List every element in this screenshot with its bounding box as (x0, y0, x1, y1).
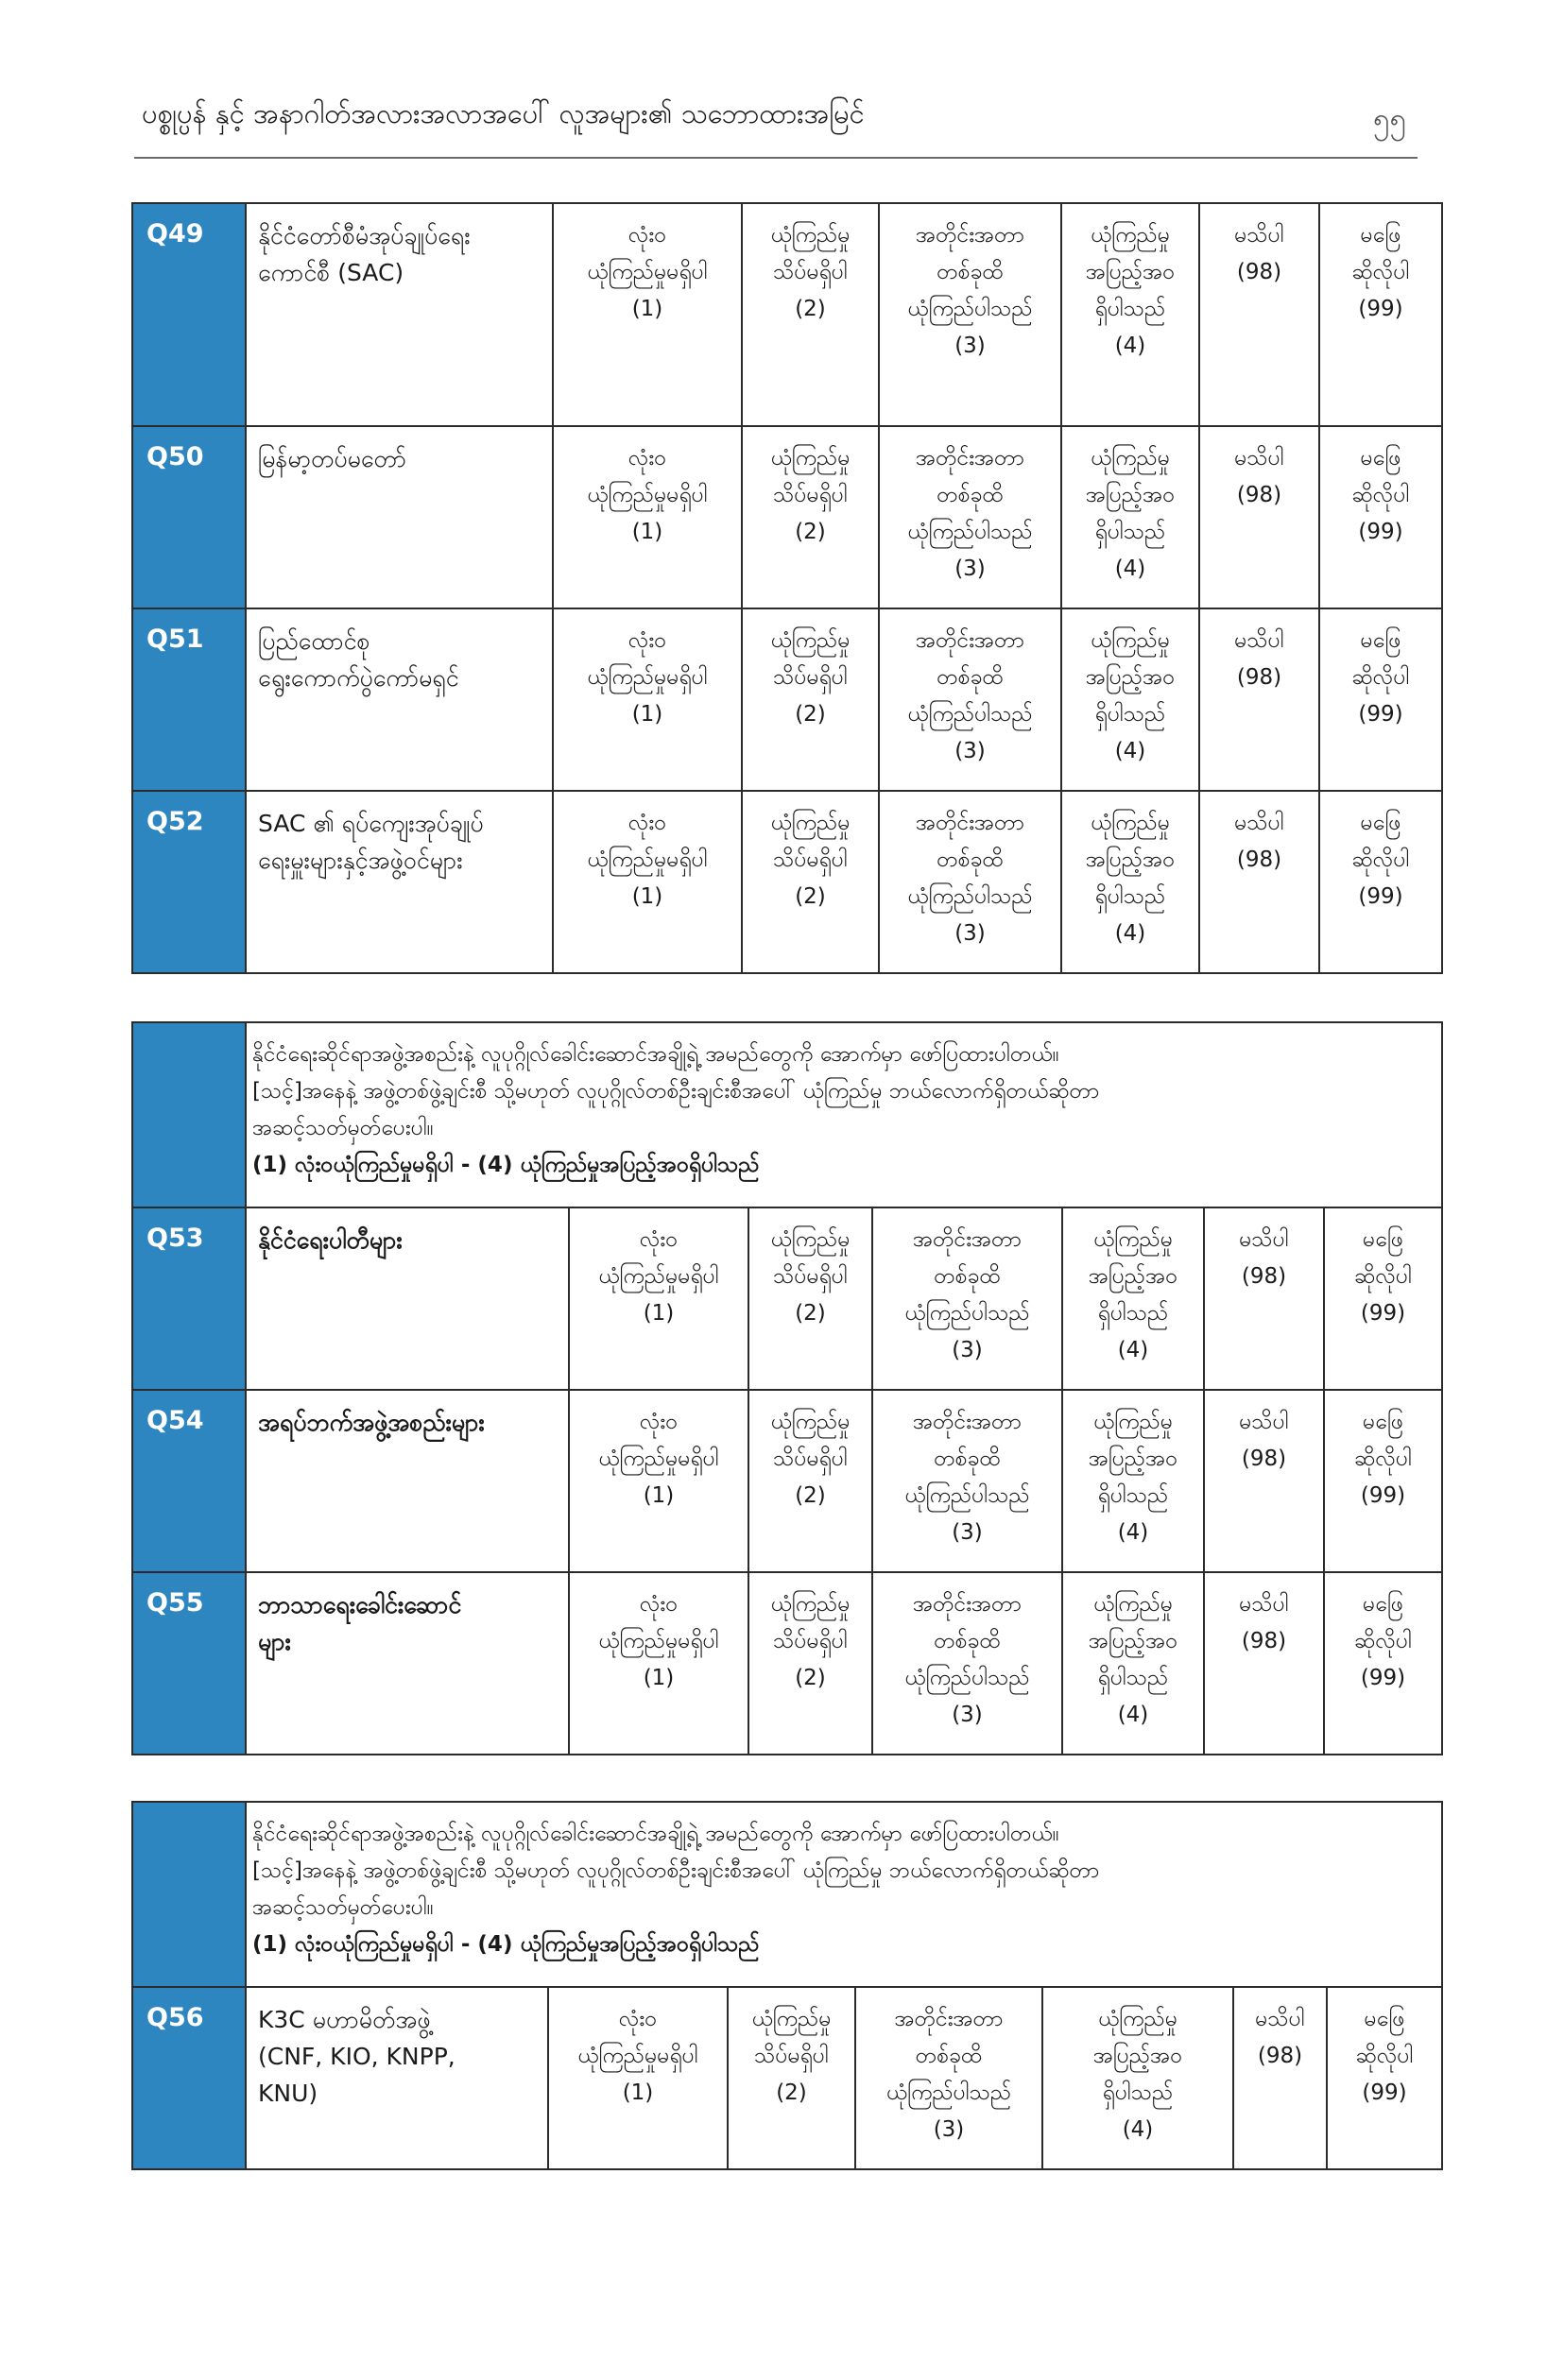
response-option-line: (4) (1117, 1703, 1149, 1727)
response-option-line: (4) (1114, 739, 1146, 763)
response-option-o2[interactable] (728, 1987, 855, 2169)
response-option-line: (99) (1358, 297, 1403, 321)
response-option-o4[interactable] (1061, 608, 1199, 791)
response-option-line: (99) (1360, 1666, 1406, 1690)
question-id: Q55 (132, 1572, 246, 1755)
instruction-scale: (1) လုံးဝယုံကြည်မှုမရှိပါ - (4) ယုံကြည်မှုအပြည့်အဝရှိပါသည် (252, 1932, 760, 1957)
response-option-line: ယုံကြည်မှု (1092, 1592, 1174, 1617)
question-row (132, 1390, 1442, 1572)
question-text-line: SAC ၏ ရပ်ကျေးအုပ်ချုပ် (258, 810, 484, 837)
response-option-line: (1) (643, 1301, 675, 1326)
question-text-line: ဘာသာရေးခေါင်းဆောင် (258, 1591, 462, 1618)
response-option-line: ယုံကြည်မှုမရှိပါ (587, 665, 708, 690)
response-option-o3[interactable] (872, 1207, 1062, 1390)
response-option-line: ယုံကြည်မှု (1092, 1227, 1174, 1252)
response-option-line: ယုံကြည်မှုမရှိပါ (598, 1447, 719, 1471)
question-table-3 (131, 1801, 1443, 2170)
question-text-line: နိုင်ငံတော်စီမံအုပ်ချုပ်ရေး (258, 222, 471, 249)
response-option-line: တစ်ခုထိ (937, 665, 1004, 690)
response-option-line: မသိပါ (1239, 1410, 1289, 1434)
response-option-line: (99) (1358, 702, 1403, 727)
response-option-line: လုံးဝ (627, 223, 667, 248)
question-text-line: အရပ်ဘက်အဖွဲ့အစည်းများ (258, 1409, 485, 1436)
response-option-line: (2) (795, 884, 826, 909)
response-option-o5[interactable] (1233, 1987, 1327, 2169)
response-option-line: ယုံကြည်မှု (770, 1227, 851, 1252)
response-option-line: ယုံကြည်မှု (751, 2007, 832, 2031)
response-option-o2[interactable] (748, 1390, 872, 1572)
question-text-line: မြန်မာ့တပ်မတော် (258, 445, 407, 472)
response-option-o6[interactable] (1324, 1572, 1442, 1755)
response-option-o3[interactable] (879, 791, 1061, 973)
question-text-line: များ (258, 1628, 291, 1655)
response-option-line: မသိပါ (1234, 446, 1284, 471)
response-option-o2[interactable] (742, 791, 879, 973)
response-option-line: ယုံကြည်မှုမရှိပါ (587, 848, 708, 872)
response-option-line: (2) (795, 1483, 826, 1508)
response-option-line: မဖြေ (1360, 223, 1401, 248)
response-option-line: မသိပါ (1255, 2007, 1305, 2031)
response-option-line: မဖြေ (1362, 1227, 1404, 1252)
instruction-block (246, 1802, 1442, 1987)
response-option-line: လုံးဝ (627, 446, 667, 471)
instruction-line: အဆင့်သတ်မှတ်ပေးပါ။ (252, 1116, 434, 1140)
response-option-o1[interactable] (553, 608, 742, 791)
response-option-line: ဆိုလိုပါ (1354, 1264, 1412, 1289)
response-option-line: (99) (1358, 520, 1403, 544)
question-text-line: K3C မဟာမိတ်အဖွဲ့ (258, 2006, 431, 2033)
response-option-line: (99) (1360, 1301, 1406, 1326)
response-option-line: အတိုင်းအတာ (915, 223, 1025, 248)
response-option-line: ဆိုလိုပါ (1351, 260, 1410, 284)
response-option-o5[interactable] (1199, 608, 1319, 791)
response-option-line: ယုံကြည်မှု (770, 446, 851, 471)
response-option-line: တစ်ခုထိ (934, 1264, 1001, 1289)
response-option-o6[interactable] (1319, 203, 1442, 426)
response-option-line: ရှိပါသည် (1094, 520, 1166, 544)
instruction-line: [သင့်]အနေနဲ့ အဖွဲ့တစ်ဖွဲ့ချင်းစီ သို့မဟုတ် လူပုဂ္ဂိုလ်တစ်ဦးချင်းစီအပေါ် ယုံကြည်မှု ဘယ်လောက်ရှိတယ်ဆိုတာ (252, 1079, 1100, 1104)
response-option-o2[interactable] (742, 426, 879, 608)
response-option-line: (4) (1114, 921, 1146, 946)
response-option-line: (3) (954, 556, 986, 581)
response-option-line: ယုံကြည်ပါသည် (904, 1666, 1030, 1690)
response-option-line: ယုံကြည်မှု (1090, 628, 1171, 653)
response-option-line: ဆိုလိုပါ (1351, 665, 1410, 690)
response-option-line: အပြည့်အဝ (1085, 483, 1176, 507)
response-option-line: ယုံကြည်ပါသည် (904, 1301, 1030, 1326)
response-option-line: (2) (795, 1666, 826, 1690)
response-option-line: (98) (1241, 1264, 1287, 1289)
response-option-line: ယုံကြည်မှု (1090, 446, 1171, 471)
response-option-line: တစ်ခုထိ (937, 260, 1004, 284)
response-option-o1[interactable] (553, 426, 742, 608)
response-option-line: ယုံကြည်ပါသည် (904, 1483, 1030, 1508)
response-option-line: (1) (622, 2080, 654, 2105)
response-option-o1[interactable] (569, 1572, 748, 1755)
question-table-2 (131, 1021, 1443, 1755)
response-option-line: အတိုင်းအတာ (894, 2007, 1004, 2031)
response-option-line: အတိုင်းအတာ (915, 811, 1025, 835)
response-option-line: ဆိုလိုပါ (1351, 483, 1410, 507)
question-id: Q50 (132, 426, 246, 608)
response-option-o4[interactable] (1062, 1390, 1204, 1572)
response-option-line: လုံးဝ (627, 811, 667, 835)
response-option-line: (3) (933, 2117, 965, 2142)
instruction-scale: (1) လုံးဝယုံကြည်မှုမရှိပါ - (4) ယုံကြည်မှုအပြည့်အဝရှိပါသည် (252, 1153, 760, 1177)
response-option-line: သိပ်မရှိပါ (754, 2044, 829, 2068)
response-option-o6[interactable] (1319, 426, 1442, 608)
instruction-line: အဆင့်သတ်မှတ်ပေးပါ။ (252, 1895, 434, 1920)
response-option-line: တစ်ခုထိ (937, 848, 1004, 872)
response-option-o6[interactable] (1324, 1390, 1442, 1572)
response-option-line: (1) (631, 520, 663, 544)
response-option-line: (98) (1236, 848, 1282, 872)
question-text-line: ရေးမှူးများနှင့်အဖွဲ့ဝင်များ (258, 847, 463, 874)
response-option-line: သိပ်မရှိပါ (773, 848, 848, 872)
instruction-line: နိုင်ငံရေးဆိုင်ရာအဖွဲ့အစည်းနဲ့ လူပုဂ္ဂိုလ်ခေါင်းဆောင်အချို့ရဲ့ အမည်တွေကို အောက်မှာ ဖော်ပြထားပါတယ်။ (252, 1822, 1059, 1846)
question-id-cell-blank (132, 1022, 246, 1207)
response-option-line: အပြည့်အဝ (1085, 260, 1176, 284)
response-option-line: သိပ်မရှိပါ (773, 1264, 848, 1289)
response-option-line: မသိပါ (1234, 811, 1284, 835)
response-option-line: တစ်ခုထိ (937, 483, 1004, 507)
response-option-line: တစ်ခုထိ (934, 1629, 1001, 1653)
response-option-line: လုံးဝ (627, 628, 667, 653)
page-header (134, 93, 1418, 159)
response-option-line: (98) (1236, 260, 1282, 284)
question-row (132, 203, 1442, 426)
response-option-o2[interactable] (748, 1572, 872, 1755)
response-option-line: (1) (631, 702, 663, 727)
response-option-line: (1) (631, 297, 663, 321)
response-option-o1[interactable] (569, 1207, 748, 1390)
response-option-o3[interactable] (879, 608, 1061, 791)
response-option-line: လုံးဝ (639, 1592, 679, 1617)
response-option-o3[interactable] (879, 426, 1061, 608)
response-option-line: (4) (1117, 1520, 1149, 1545)
question-text (246, 1207, 569, 1390)
response-option-o4[interactable] (1061, 426, 1199, 608)
response-option-line: ဆိုလိုပါ (1351, 848, 1410, 872)
response-option-line: (98) (1257, 2044, 1303, 2068)
instruction-line: နိုင်ငံရေးဆိုင်ရာအဖွဲ့အစည်းနဲ့ လူပုဂ္ဂိုလ်ခေါင်းဆောင်အချို့ရဲ့ အမည်တွေကို အောက်မှာ ဖော်ပြထားပါတယ်။ (252, 1042, 1059, 1067)
response-option-line: (4) (1114, 334, 1146, 358)
response-option-line: ယုံကြည်ပါသည် (907, 702, 1033, 727)
question-text (246, 203, 553, 426)
response-option-line: သိပ်မရှိပါ (773, 1629, 848, 1653)
response-option-line: (1) (643, 1483, 675, 1508)
response-option-line: မဖြေ (1362, 1410, 1404, 1434)
response-option-line: မသိပါ (1234, 628, 1284, 653)
response-option-line: ယုံကြည်မှု (1097, 2007, 1178, 2031)
response-option-o3[interactable] (872, 1572, 1062, 1755)
response-option-line: (99) (1362, 2080, 1407, 2105)
response-option-line: ယုံကြည်မှု (770, 223, 851, 248)
response-option-line: အတိုင်းအတာ (912, 1592, 1023, 1617)
response-option-line: ရှိပါသည် (1094, 702, 1166, 727)
response-option-line: (2) (795, 702, 826, 727)
question-id: Q49 (132, 203, 246, 426)
response-option-o2[interactable] (742, 203, 879, 426)
question-text-line: (CNF, KIO, KNPP, (258, 2043, 455, 2070)
response-option-line: ယုံကြည်မှု (1090, 223, 1171, 248)
response-option-line: ယုံကြည်ပါသည် (907, 884, 1033, 909)
response-option-line: မဖြေ (1360, 811, 1401, 835)
response-option-line: ရှိပါသည် (1102, 2080, 1174, 2105)
response-option-line: အတိုင်းအတာ (912, 1410, 1023, 1434)
response-option-o4[interactable] (1062, 1207, 1204, 1390)
response-option-line: ရှိပါသည် (1097, 1483, 1169, 1508)
response-option-o6[interactable] (1324, 1207, 1442, 1390)
response-option-line: (3) (954, 739, 986, 763)
response-option-o3[interactable] (872, 1390, 1062, 1572)
response-option-o2[interactable] (748, 1207, 872, 1390)
response-option-line: မဖြေ (1360, 446, 1401, 471)
response-option-line: တစ်ခုထိ (934, 1447, 1001, 1471)
question-text-line: ရွေးကောက်ပွဲကော်မရှင် (258, 664, 459, 692)
response-option-line: (1) (631, 884, 663, 909)
response-option-line: (4) (1122, 2117, 1154, 2142)
response-option-line: အပြည့်အဝ (1088, 1629, 1178, 1653)
response-option-line: အပြည့်အဝ (1088, 1264, 1178, 1289)
response-option-line: ရှိပါသည် (1097, 1301, 1169, 1326)
question-id: Q52 (132, 791, 246, 973)
response-option-line: သိပ်မရှိပါ (773, 483, 848, 507)
response-option-line: သိပ်မရှိပါ (773, 665, 848, 690)
response-option-line: ဆိုလိုပါ (1354, 1629, 1412, 1653)
response-option-o4[interactable] (1042, 1987, 1233, 2169)
response-option-o6[interactable] (1319, 791, 1442, 973)
response-option-line: အပြည့်အဝ (1085, 665, 1176, 690)
question-id: Q51 (132, 608, 246, 791)
response-option-line: ယုံကြည်မှုမရှိပါ (577, 2044, 698, 2068)
response-option-line: ယုံကြည်မှု (770, 1592, 851, 1617)
instruction-line: [သင့်]အနေနဲ့ အဖွဲ့တစ်ဖွဲ့ချင်းစီ သို့မဟုတ် လူပုဂ္ဂိုလ်တစ်ဦးချင်းစီအပေါ် ယုံကြည်မှု ဘယ်လောက်ရှိတယ်ဆိုတာ (252, 1858, 1100, 1883)
response-option-line: (4) (1114, 556, 1146, 581)
response-option-line: မသိပါ (1239, 1592, 1289, 1617)
response-option-o6[interactable] (1327, 1987, 1442, 2169)
response-option-line: အပြည့်အဝ (1088, 1447, 1178, 1471)
response-option-line: ယုံကြည်မှု (770, 1410, 851, 1434)
question-text (246, 1987, 548, 2169)
response-option-line: ယုံကြည်မှု (1090, 811, 1171, 835)
response-option-line: လုံးဝ (618, 2007, 658, 2031)
response-option-line: (3) (952, 1703, 983, 1727)
response-option-line: ရှိပါသည် (1094, 297, 1166, 321)
question-row (132, 791, 1442, 973)
response-option-line: မသိပါ (1234, 223, 1284, 248)
page-number: ၅၅ (1373, 102, 1406, 136)
response-option-o4[interactable] (1062, 1572, 1204, 1755)
response-option-line: အပြည့်အဝ (1085, 848, 1176, 872)
response-option-o5[interactable] (1199, 426, 1319, 608)
question-text (246, 608, 553, 791)
response-option-line: မဖြေ (1362, 1592, 1404, 1617)
question-id-cell-blank (132, 1802, 246, 1987)
response-option-line: ရှိပါသည် (1094, 884, 1166, 909)
question-text-line: ပြည်ထောင်စု (258, 627, 370, 655)
response-option-line: ဆိုလိုပါ (1354, 1447, 1412, 1471)
response-option-o1[interactable] (553, 203, 742, 426)
response-option-line: ယုံကြည်မှု (1092, 1410, 1174, 1434)
response-option-line: ရှိပါသည် (1097, 1666, 1169, 1690)
response-option-line: မသိပါ (1239, 1227, 1289, 1252)
response-option-o1[interactable] (548, 1987, 728, 2169)
response-option-o5[interactable] (1199, 203, 1319, 426)
question-text-line: နိုင်ငံရေးပါတီများ (258, 1226, 403, 1254)
response-option-line: ယုံကြည်မှုမရှိပါ (598, 1264, 719, 1289)
response-option-o5[interactable] (1204, 1390, 1324, 1572)
response-option-line: လုံးဝ (639, 1410, 679, 1434)
response-option-line: လုံးဝ (639, 1227, 679, 1252)
response-option-line: ယုံကြည်မှုမရှိပါ (587, 260, 708, 284)
response-option-o4[interactable] (1061, 791, 1199, 973)
response-option-o1[interactable] (569, 1390, 748, 1572)
response-option-line: (99) (1360, 1483, 1406, 1508)
running-title: ပစ္စုပ္ပန် နှင့် အနာဂါတ်အလားအလာအပေါ် လူအများ၏ သဘောထားအမြင် (142, 97, 865, 129)
response-option-line: (3) (954, 334, 986, 358)
question-table-1 (131, 202, 1443, 974)
response-option-line: (98) (1236, 483, 1282, 507)
question-row (132, 608, 1442, 791)
response-option-line: (98) (1241, 1629, 1287, 1653)
response-option-line: တစ်ခုထိ (915, 2044, 983, 2068)
response-option-line: (3) (954, 921, 986, 946)
response-option-line: မဖြေ (1364, 2007, 1405, 2031)
response-option-line: (3) (952, 1338, 983, 1362)
response-option-line: (3) (952, 1520, 983, 1545)
question-text (246, 1572, 569, 1755)
response-option-line: (1) (643, 1666, 675, 1690)
question-id: Q54 (132, 1390, 246, 1572)
response-option-line: မဖြေ (1360, 628, 1401, 653)
response-option-line: (2) (795, 297, 826, 321)
response-option-line: ယုံကြည်မှုမရှိပါ (598, 1629, 719, 1653)
question-id: Q56 (132, 1987, 246, 2169)
question-text-line: KNU) (258, 2080, 318, 2107)
response-option-o4[interactable] (1061, 203, 1199, 426)
question-text (246, 426, 553, 608)
response-option-o3[interactable] (879, 203, 1061, 426)
response-option-o2[interactable] (742, 608, 879, 791)
response-option-line: သိပ်မရှိပါ (773, 1447, 848, 1471)
response-option-line: (2) (795, 520, 826, 544)
response-option-line: အတိုင်းအတာ (915, 446, 1025, 471)
question-row (132, 1207, 1442, 1390)
response-option-o5[interactable] (1204, 1572, 1324, 1755)
response-option-line: ဆိုလိုပါ (1355, 2044, 1414, 2068)
response-option-line: ယုံကြည်မှု (770, 811, 851, 835)
response-option-line: (2) (795, 1301, 826, 1326)
response-option-line: ယုံကြည်ပါသည် (907, 520, 1033, 544)
response-option-line: အတိုင်းအတာ (912, 1227, 1023, 1252)
question-row (132, 1572, 1442, 1755)
response-option-line: (98) (1236, 665, 1282, 690)
instruction-block (246, 1022, 1442, 1207)
question-row (132, 426, 1442, 608)
response-option-line: ယုံကြည်မှုမရှိပါ (587, 483, 708, 507)
response-option-o3[interactable] (855, 1987, 1042, 2169)
response-option-line: ယုံကြည်ပါသည် (885, 2080, 1012, 2105)
response-option-line: ယုံကြည်ပါသည် (907, 297, 1033, 321)
response-option-o5[interactable] (1199, 791, 1319, 973)
response-option-o5[interactable] (1204, 1207, 1324, 1390)
response-option-line: (4) (1117, 1338, 1149, 1362)
question-id: Q53 (132, 1207, 246, 1390)
response-option-line: အတိုင်းအတာ (915, 628, 1025, 653)
question-text (246, 791, 553, 973)
question-text-line: ကောင်စီ (SAC) (258, 259, 404, 286)
response-option-line: (99) (1358, 884, 1403, 909)
response-option-line: အပြည့်အဝ (1092, 2044, 1183, 2068)
response-option-line: (98) (1241, 1447, 1287, 1471)
response-option-o6[interactable] (1319, 608, 1442, 791)
response-option-o1[interactable] (553, 791, 742, 973)
response-option-line: (2) (776, 2080, 807, 2105)
question-text (246, 1390, 569, 1572)
response-option-line: သိပ်မရှိပါ (773, 260, 848, 284)
response-option-line: ယုံကြည်မှု (770, 628, 851, 653)
question-row (132, 1987, 1442, 2169)
